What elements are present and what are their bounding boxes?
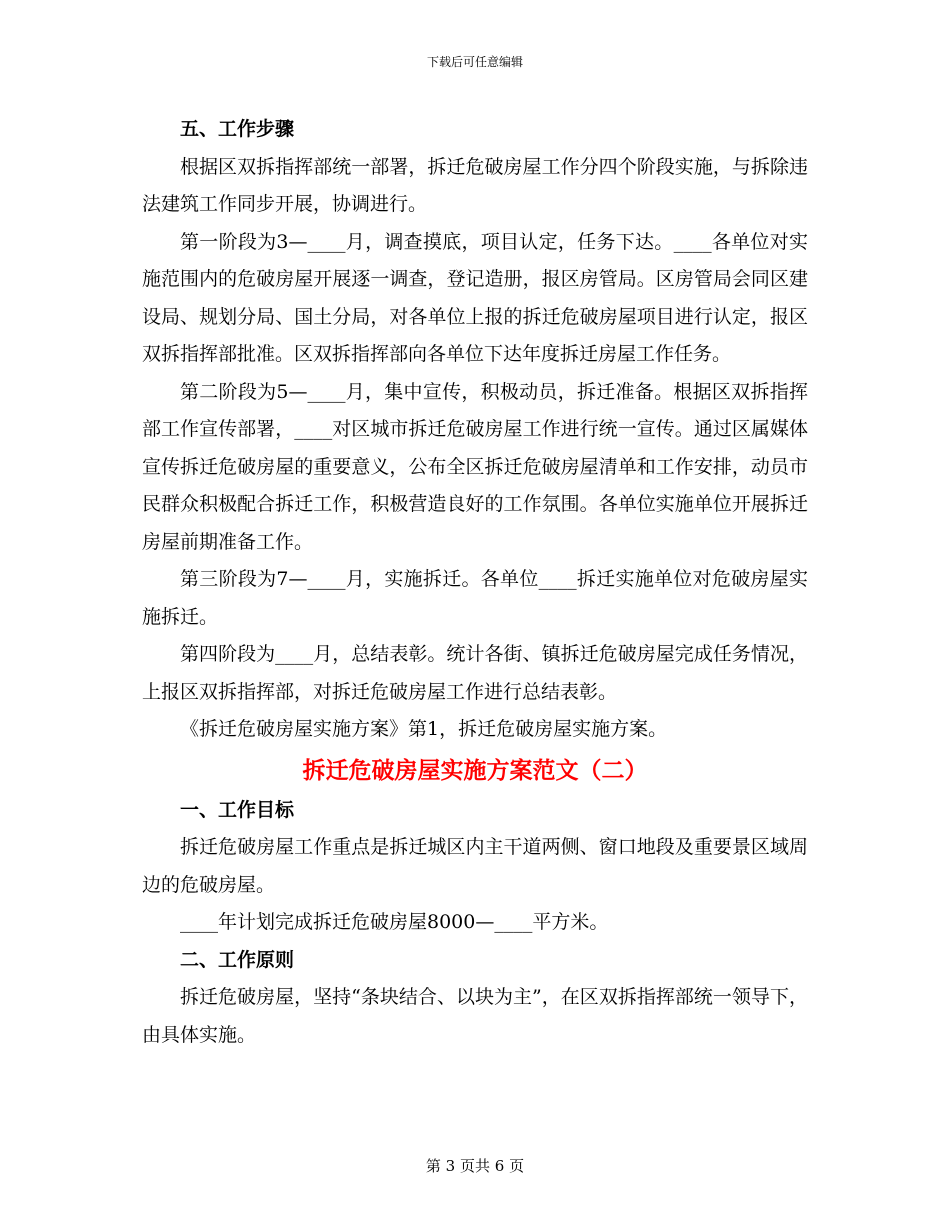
paragraph: 第三阶段为7—____月，实施拆迁。各单位____拆迁实施单位对危破房屋实施拆迁。 <box>142 568 808 628</box>
section-heading-work-principles: 二、工作原则 <box>180 948 295 971</box>
section-heading-work-steps: 五、工作步骤 <box>180 118 295 140</box>
document-body <box>142 111 808 1054</box>
paragraph: 第二阶段为5—____月，集中宣传，积极动员，拆迁准备。根据区双拆指挥部工作宣传部署，____对区城市拆迁危破房屋工作进行统一宣传。通过区属媒体宣传拆迁危破房屋的重要意义，公布全区拆迁危破房屋清单和工作安排，动员市民群众积极配合拆迁工作，积极营造良好的工作氛围。各单位实施单位开展拆迁房屋前期准备工作。 <box>142 380 808 553</box>
document-title: 拆迁危破房屋实施方案范文（二） <box>302 757 648 784</box>
paragraph: 第一阶段为3—____月，调查摸底，项目认定，任务下达。____各单位对实施范围内的危破房屋开展逐一调查，登记造册，报区房管局。区房管局会同区建设局、规划分局、国土分局，对各单位上报的拆迁危破房屋项目进行认定，报区双拆指挥部批准。区双拆指挥部向各单位下达年度拆迁房屋工作任务。 <box>142 230 808 365</box>
paragraph: 拆迁危破房屋工作重点是拆迁城区内主干道两侧、窗口地段及重要景区域周边的危破房屋。 <box>142 836 808 896</box>
paragraph: 根据区双拆指挥部统一部署，拆迁危破房屋工作分四个阶段实施，与拆除违法建筑工作同步开展，协调进行。 <box>142 155 808 215</box>
paragraph: 第四阶段为____月，总结表彰。统计各街、镇拆迁危破房屋完成任务情况，上报区双拆指挥部，对拆迁危破房屋工作进行总结表彰。 <box>142 643 808 703</box>
page-number: 第 3 页共 6 页 <box>425 1157 525 1175</box>
header-note: 下载后可任意编辑 <box>426 55 523 69</box>
paragraph: 拆迁危破房屋，坚持“条块结合、以块为主”，在区双拆指挥部统一领导下，由具体实施。 <box>142 986 808 1046</box>
section-heading-work-goals: 一、工作目标 <box>180 798 295 821</box>
paragraph: ____年计划完成拆迁危破房屋8000—____平方米。 <box>180 911 609 933</box>
paragraph: 《拆迁危破房屋实施方案》第1，拆迁危破房屋实施方案。 <box>180 718 668 740</box>
